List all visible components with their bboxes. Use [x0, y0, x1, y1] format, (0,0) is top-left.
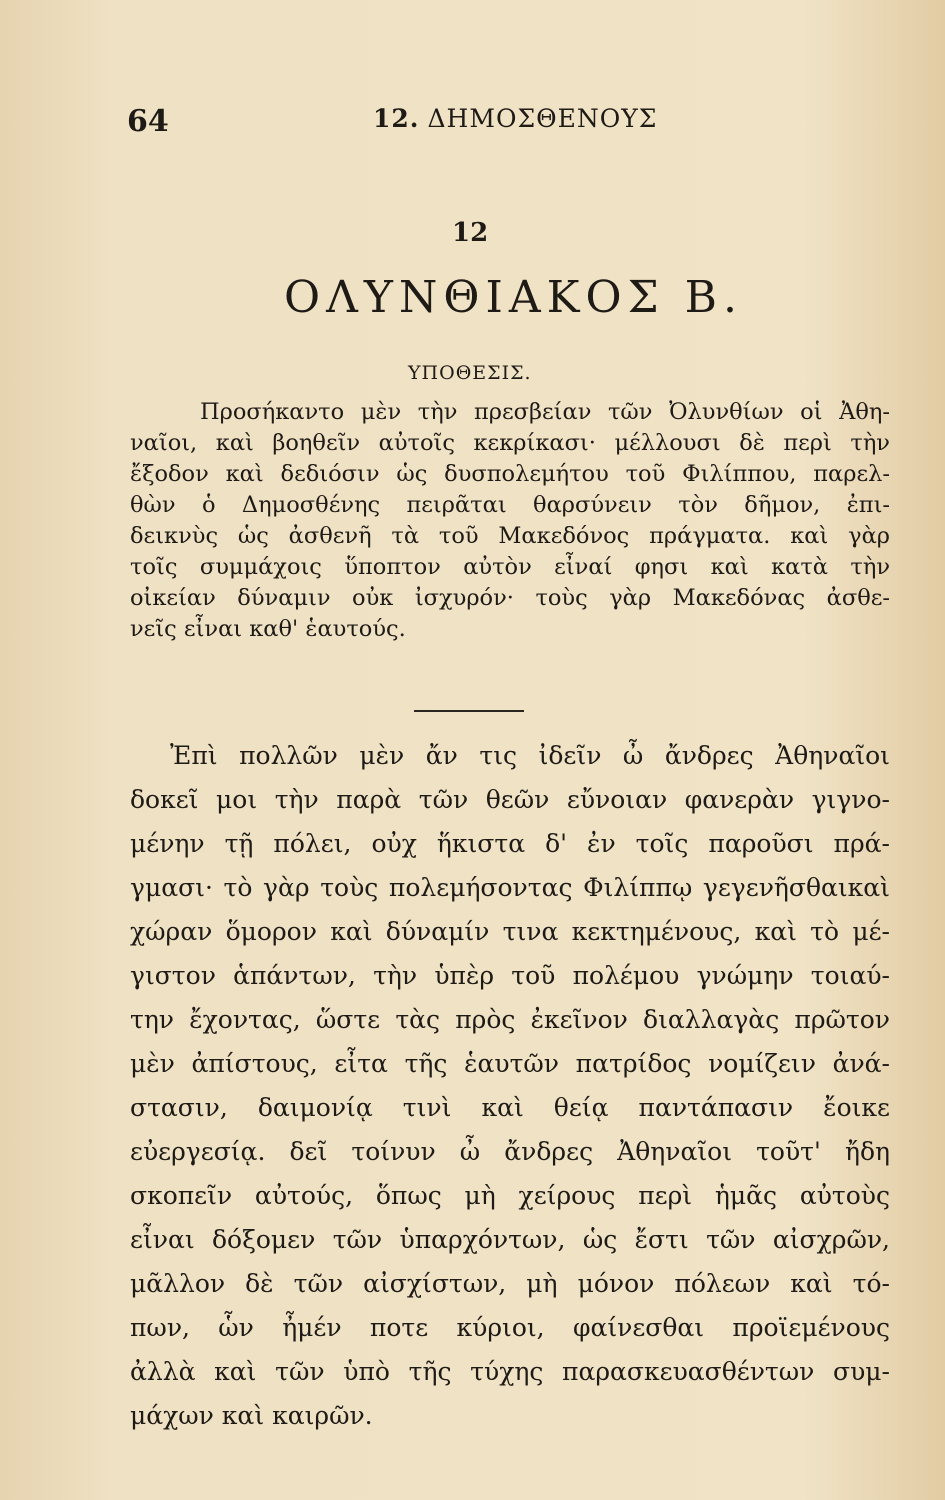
text-line: εἶναι δόξομεν τῶν ὑπαρχόντων, ὡς ἔστι τῶν αἰσχρῶν,	[130, 1225, 890, 1254]
running-head-number: 12.	[373, 104, 420, 133]
text-line: στασιν, δαιμονίᾳ τινὶ καὶ θείᾳ παντάπασιν ἔοικε	[130, 1093, 890, 1122]
speech-paragraph	[130, 734, 890, 1438]
hypothesis-paragraph	[130, 397, 890, 645]
running-head	[373, 104, 657, 133]
page-number: 64	[127, 104, 169, 139]
text-line: μὲν ἀπίστους, εἶτα τῆς ἑαυτῶν πατρίδος νομίζειν ἀνά-	[130, 1049, 890, 1078]
running-head-title: ΔΗΜΟΣΘΕΝΟΥΣ	[427, 104, 658, 133]
summary-line: τοῖς συμμάχοις ὕποπτον αὐτὸν εἶναί φησι καὶ κατὰ τὴν	[130, 554, 890, 580]
section-title: ΟΛΥΝΘΙΑΚΟΣ Β.	[284, 272, 743, 323]
text-line: μάχων καὶ καιρῶν.	[130, 1401, 373, 1430]
summary-line: οἰκείαν δύναμιν οὐκ ἰσχυρόν· τοὺς γὰρ Μακεδόνας ἀσθε-	[130, 585, 890, 611]
text-line: γμασι· τὸ γὰρ τοὺς πολεμήσοντας Φιλίππῳ γεγενῆσθαικαὶ	[130, 873, 890, 902]
summary-line: ναῖοι, καὶ βοηθεῖν αὐτοῖς κεκρίκασι· μέλλουσι δὲ περὶ τὴν	[130, 430, 890, 456]
section-subtitle: ΥΠΟΘΕΣΙΣ.	[408, 362, 532, 384]
text-line: χώραν ὅμορον καὶ δύναμίν τινα κεκτημένους, καὶ τὸ μέ-	[130, 917, 890, 946]
text-line: γιστον ἁπάντων, τὴν ὑπὲρ τοῦ πολέμου γνώμην τοιαύ-	[130, 961, 890, 990]
section-number: 12	[452, 218, 489, 248]
text-line: σκοπεῖν αὐτούς, ὅπως μὴ χείρους περὶ ἡμᾶς αὐτοὺς	[130, 1181, 890, 1210]
summary-line: ἔξοδον καὶ δεδιόσιν ὡς δυσπολεμήτου τοῦ Φιλίππου, παρελ-	[130, 461, 890, 487]
summary-line: Προσήκαντο μὲν τὴν πρεσβείαν τῶν Ὀλυνθίων οἱ Ἀθη-	[200, 399, 890, 425]
text-line: την ἔχοντας, ὥστε τὰς πρὸς ἐκεῖνον διαλλαγὰς πρῶτον	[130, 1005, 890, 1034]
text-line: μένην τῇ πόλει, οὐχ ἥκιστα δ' ἐν τοῖς παροῦσι πρά-	[130, 829, 890, 858]
summary-line: δεικνὺς ὡς ἀσθενῆ τὰ τοῦ Μακεδόνος πράγματα. καὶ γὰρ	[130, 523, 890, 549]
text-line: μᾶλλον δὲ τῶν αἰσχίστων, μὴ μόνον πόλεων καὶ τό-	[130, 1269, 890, 1298]
text-line: εὐεργεσίᾳ. δεῖ τοίνυν ὦ ἄνδρες Ἀθηναῖοι τοῦτ' ἤδη	[130, 1137, 890, 1166]
text-line: Ἐπὶ πολλῶν μὲν ἄν τις ἰδεῖν ὦ ἄνδρες Ἀθηναῖοι	[170, 741, 890, 770]
text-line: ἀλλὰ καὶ τῶν ὑπὸ τῆς τύχης παρασκευασθέντων συμ-	[130, 1357, 890, 1386]
text-line: πων, ὧν ἦμέν ποτε κύριοι, φαίνεσθαι προϊεμένους	[130, 1313, 890, 1342]
text-line: δοκεῖ μοι τὴν παρὰ τῶν θεῶν εὔνοιαν φανερὰν γιγνο-	[130, 785, 890, 814]
summary-line: θὼν ὁ Δημοσθένης πειρᾶται θαρσύνειν τὸν δῆμον, ἐπι-	[130, 492, 890, 518]
section-divider	[414, 710, 524, 712]
summary-line: νεῖς εἶναι καθ' ἑαυτούς.	[130, 616, 406, 642]
